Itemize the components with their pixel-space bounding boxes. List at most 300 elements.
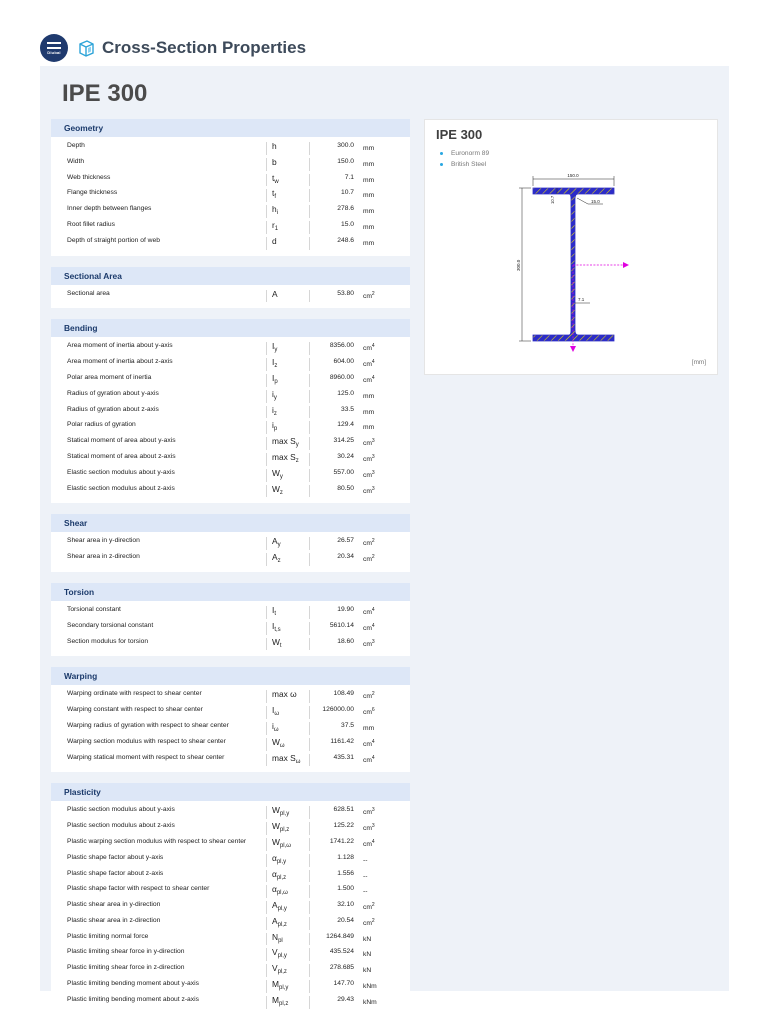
property-description: Width	[51, 158, 267, 171]
symbol-main: max S	[272, 436, 296, 447]
symbol-main: A	[272, 900, 278, 911]
property-description: Statical moment of area about y-axis	[51, 437, 267, 450]
property-description: Plastic limiting shear force in y-direction	[51, 948, 267, 961]
property-unit	[360, 838, 408, 849]
section-table	[51, 337, 410, 503]
property-symbol	[267, 870, 310, 883]
property-symbol	[267, 390, 310, 403]
property-value: 53.80	[337, 289, 354, 297]
dlubal-logo[interactable]	[40, 34, 68, 62]
table-row	[51, 882, 410, 898]
flange-dim-label: 10.7	[550, 195, 555, 204]
property-description: Plastic shape factor about y-axis	[51, 854, 267, 867]
property-symbol	[267, 933, 310, 946]
property-value: 126000.00	[322, 706, 354, 714]
property-value: 80.50	[337, 484, 354, 492]
symbol-subscript: i	[276, 210, 279, 217]
property-value: 147.70	[333, 980, 354, 988]
property-value: 1161.42	[330, 737, 354, 745]
property-value: 1741.22	[329, 837, 354, 845]
property-description: Shear area in z-direction	[51, 553, 267, 566]
symbol-main: A	[272, 552, 278, 563]
property-symbol	[267, 706, 310, 719]
property-symbol	[267, 189, 310, 202]
symbol-subscript: f	[274, 194, 276, 201]
table-row	[51, 482, 410, 498]
symbol-subscript: 1	[274, 225, 279, 232]
unit-base: kNm	[363, 999, 377, 1007]
property-unit	[360, 342, 408, 353]
unit-base: mm	[363, 424, 375, 432]
symbol-main: max S	[272, 752, 296, 763]
property-unit	[360, 358, 408, 369]
unit-exponent: 2	[371, 917, 375, 924]
table-row	[51, 619, 410, 635]
property-symbol	[267, 854, 310, 867]
property-unit	[360, 754, 408, 765]
unit-exponent: 4	[371, 622, 375, 629]
property-unit	[360, 706, 408, 717]
property-unit	[360, 390, 408, 401]
property-symbol	[267, 885, 310, 898]
section-shear	[51, 514, 410, 572]
property-value: 8960.00	[329, 373, 354, 381]
unit-base: cm	[363, 809, 372, 817]
symbol-main: i	[272, 420, 274, 431]
symbol-subscript: pl,ω	[276, 890, 288, 897]
table-row	[51, 603, 410, 619]
table-row	[51, 171, 410, 187]
unit-exponent: 4	[371, 343, 375, 350]
symbol-main: A	[272, 536, 278, 547]
symbol-main: I	[272, 341, 275, 352]
property-value: 557.00	[333, 468, 354, 476]
property-description: Plastic shape factor with respect to shear center	[51, 885, 267, 898]
fillet-dim-label: 15.0	[591, 199, 600, 204]
unit-exponent: 4	[371, 838, 375, 845]
property-description: Inner depth between flanges	[51, 205, 267, 218]
symbol-subscript: w	[274, 178, 279, 185]
property-value: 20.34	[337, 553, 354, 561]
property-value: 604.00	[333, 358, 354, 366]
symbol-subscript: z	[277, 558, 281, 565]
symbol-subscript: y	[295, 442, 299, 449]
property-value: 129.4	[337, 421, 354, 429]
unit-base: cm	[363, 841, 372, 849]
section-plasticity	[51, 783, 410, 1014]
property-unit	[360, 870, 408, 881]
property-description: Plastic limiting shear force in z-direction	[51, 964, 267, 977]
unit-base: cm	[363, 740, 372, 748]
cube-icon	[76, 38, 96, 58]
property-description: Warping statical moment with respect to shear center	[51, 754, 267, 767]
symbol-subscript: z	[279, 489, 283, 496]
property-value: 278.6	[337, 205, 354, 213]
property-description: Plastic section modulus about y-axis	[51, 806, 267, 819]
property-symbol	[267, 638, 310, 651]
unit-exponent: 4	[371, 374, 375, 381]
property-value: 248.6	[337, 236, 354, 244]
table-row	[51, 993, 410, 1009]
unit-exponent: 3	[371, 453, 375, 460]
property-unit	[360, 205, 408, 216]
table-row	[51, 867, 410, 883]
property-unit	[360, 437, 408, 448]
property-symbol	[267, 822, 310, 835]
table-row	[51, 835, 410, 851]
z-axis-arrow-icon	[570, 346, 576, 352]
table-row	[51, 898, 410, 914]
section-table	[51, 601, 410, 656]
property-description: Warping ordinate with respect to shear center	[51, 690, 267, 703]
property-unit	[360, 606, 408, 617]
symbol-main: α	[272, 868, 277, 879]
property-description: Plastic warping section modulus with respect to shear center	[51, 838, 267, 851]
table-row	[51, 803, 410, 819]
table-row	[51, 550, 410, 566]
table-row	[51, 234, 410, 250]
symbol-subscript: y	[279, 473, 283, 480]
symbol-subscript: pl,y	[278, 985, 289, 992]
unit-exponent: 3	[371, 485, 375, 492]
table-row	[51, 403, 410, 419]
table-row	[51, 687, 410, 703]
symbol-subscript: t	[274, 610, 276, 617]
property-unit	[360, 806, 408, 817]
property-unit	[360, 622, 408, 633]
property-symbol	[267, 622, 310, 635]
unit-base: --	[363, 888, 368, 896]
property-value: 278.685	[329, 964, 354, 972]
section-heading: Sectional Area	[51, 267, 410, 285]
property-value: 628.51	[333, 806, 354, 814]
property-description: Polar area moment of inertia	[51, 374, 267, 387]
property-value: 8356.00	[329, 342, 354, 350]
property-description: Area moment of inertia about y-axis	[51, 342, 267, 355]
property-value: 29.43	[337, 995, 354, 1003]
unit-base: kNm	[363, 983, 377, 991]
symbol-main: V	[272, 947, 278, 958]
property-value: 314.25	[333, 437, 354, 445]
symbol-subscript: pl,z	[277, 921, 287, 928]
property-symbol	[267, 722, 310, 735]
property-unit	[360, 690, 408, 701]
i-beam-drawing	[425, 120, 719, 376]
symbol-subscript: ω	[273, 726, 279, 733]
property-symbol	[267, 437, 310, 450]
unit-exponent: 2	[371, 290, 375, 297]
property-symbol	[267, 606, 310, 619]
table-row	[51, 977, 410, 993]
property-description: Depth of straight portion of web	[51, 237, 267, 250]
property-unit	[360, 980, 408, 991]
unit-base: mm	[363, 208, 375, 216]
property-description: Area moment of inertia about z-axis	[51, 358, 267, 371]
symbol-subscript: p	[273, 426, 278, 433]
symbol-subscript: pl,y	[276, 858, 287, 865]
symbol-main: h	[272, 141, 277, 151]
property-symbol	[267, 980, 310, 993]
unit-base: cm	[363, 361, 372, 369]
unit-exponent: 2	[371, 902, 375, 909]
unit-base: cm	[363, 487, 372, 495]
unit-base: cm	[363, 825, 372, 833]
property-value: 33.5	[340, 405, 354, 413]
property-symbol	[267, 205, 310, 218]
unit-base: kN	[363, 935, 372, 943]
property-symbol	[267, 290, 310, 303]
property-value: 20.54	[337, 916, 354, 924]
property-symbol	[267, 174, 310, 187]
unit-base: cm	[363, 471, 372, 479]
unit-exponent: 6	[371, 707, 375, 714]
section-bending	[51, 319, 410, 503]
page-title: IPE 300	[62, 80, 148, 107]
standard-label: British Steel	[451, 161, 487, 168]
property-description: Web thickness	[51, 174, 267, 187]
property-unit	[360, 221, 408, 232]
property-unit	[360, 901, 408, 912]
section-table	[51, 801, 410, 1014]
section-table	[51, 137, 410, 256]
symbol-main: W	[272, 483, 280, 494]
unit-exponent: 4	[371, 359, 375, 366]
property-symbol	[267, 406, 310, 419]
table-row	[51, 466, 410, 482]
symbol-subscript: pl,z	[276, 874, 287, 881]
symbol-main: W	[272, 467, 280, 478]
unit-base: cm	[363, 709, 372, 717]
symbol-main: V	[272, 963, 278, 974]
property-description: Flange thickness	[51, 189, 267, 202]
symbol-main: b	[272, 156, 277, 167]
unit-exponent: 2	[371, 554, 375, 561]
property-symbol	[267, 237, 310, 250]
symbol-subscript: y	[273, 394, 277, 401]
property-symbol	[267, 537, 310, 550]
property-unit	[360, 290, 408, 301]
table-row	[51, 387, 410, 403]
symbol-main: max S	[272, 451, 296, 462]
property-description: Plastic shear area in y-direction	[51, 901, 267, 914]
standard-label: Euronorm 89	[451, 150, 490, 157]
logo-mark-icon	[47, 42, 61, 49]
table-row	[51, 851, 410, 867]
symbol-subscript: z	[273, 410, 277, 417]
symbol-subscript: pl,z	[279, 827, 290, 834]
table-row	[51, 719, 410, 735]
section-table	[51, 285, 410, 309]
property-unit	[360, 158, 408, 169]
property-value: 1264.849	[326, 932, 354, 940]
table-row	[51, 218, 410, 234]
property-unit	[360, 964, 408, 975]
table-row	[51, 534, 410, 550]
property-description: Shear area in y-direction	[51, 537, 267, 550]
web-dim-label: 7.1	[578, 297, 585, 302]
property-symbol	[267, 158, 310, 171]
unit-base: --	[363, 856, 368, 864]
table-row	[51, 635, 410, 651]
symbol-main: A	[272, 915, 278, 926]
symbol-main: h	[272, 204, 277, 215]
property-value: 1.128	[337, 853, 354, 861]
property-symbol	[267, 838, 310, 851]
property-value: 1.500	[337, 885, 354, 893]
property-unit	[360, 406, 408, 417]
property-unit	[360, 638, 408, 649]
unit-base: mm	[363, 408, 375, 416]
property-description: Elastic section modulus about z-axis	[51, 485, 267, 498]
table-row	[51, 703, 410, 719]
unit-base: cm	[363, 292, 372, 300]
table-row	[51, 139, 410, 155]
symbol-main: I	[272, 604, 275, 615]
property-description: Radius of gyration about y-axis	[51, 390, 267, 403]
figure-title: IPE 300	[436, 127, 483, 142]
table-row	[51, 202, 410, 218]
property-symbol	[267, 996, 310, 1009]
property-value: 30.24	[337, 452, 354, 460]
depth-dim-label: 300.0	[516, 259, 521, 271]
symbol-main: W	[272, 636, 280, 647]
symbol-main: I	[272, 357, 275, 368]
unit-base: cm	[363, 440, 372, 448]
table-row	[51, 450, 410, 466]
unit-exponent: 3	[371, 823, 375, 830]
unit-exponent: 3	[371, 638, 375, 645]
unit-exponent: 2	[371, 538, 375, 545]
symbol-main: α	[272, 852, 277, 863]
property-unit	[360, 421, 408, 432]
unit-base: cm	[363, 640, 372, 648]
property-unit	[360, 885, 408, 896]
property-symbol	[267, 964, 310, 977]
property-value: 1.556	[337, 869, 354, 877]
property-unit	[360, 854, 408, 865]
unit-exponent: 4	[371, 606, 375, 613]
symbol-main: I	[272, 705, 275, 716]
property-unit	[360, 722, 408, 733]
table-row	[51, 819, 410, 835]
property-value: 15.0	[340, 220, 354, 228]
i-beam-section	[533, 188, 614, 341]
property-unit	[360, 374, 408, 385]
section-heading: Bending	[51, 319, 410, 337]
property-value: 125.22	[333, 822, 354, 830]
property-description: Plastic limiting normal force	[51, 933, 267, 946]
table-row	[51, 355, 410, 371]
table-row	[51, 287, 410, 303]
symbol-main: α	[272, 884, 277, 895]
symbol-subscript: pl,y	[277, 906, 287, 913]
unit-exponent: 3	[371, 807, 375, 814]
unit-base: cm	[363, 540, 372, 548]
unit-base: cm	[363, 377, 372, 385]
property-value: 435.31	[333, 753, 354, 761]
property-symbol	[267, 754, 310, 767]
table-row	[51, 930, 410, 946]
table-row	[51, 914, 410, 930]
symbol-subscript: pl,y	[279, 811, 290, 818]
symbol-main: I	[272, 620, 275, 631]
property-description: Root fillet radius	[51, 221, 267, 234]
symbol-subscript: ω	[295, 758, 301, 765]
symbol-subscript: pl,z	[278, 1000, 289, 1007]
property-value: 125.0	[337, 389, 354, 397]
unit-base: mm	[363, 192, 375, 200]
unit-base: mm	[363, 240, 375, 248]
width-dim-label: 150.0	[567, 173, 579, 178]
unit-note: [mm]	[691, 359, 706, 366]
table-row	[51, 155, 410, 171]
section-sectional-area	[51, 267, 410, 309]
property-symbol	[267, 948, 310, 961]
property-unit	[360, 553, 408, 564]
unit-exponent: 4	[371, 738, 375, 745]
property-symbol	[267, 806, 310, 819]
unit-base: cm	[363, 693, 372, 701]
property-value: 32.10	[337, 901, 354, 909]
property-description: Plastic shear area in z-direction	[51, 917, 267, 930]
unit-base: mm	[363, 224, 375, 232]
section-heading: Warping	[51, 667, 410, 685]
property-description: Plastic limiting bending moment about y-axis	[51, 980, 267, 993]
fillet-leader	[577, 198, 588, 204]
property-unit	[360, 948, 408, 959]
unit-base: mm	[363, 161, 375, 169]
table-row	[51, 735, 410, 751]
symbol-subscript: pl,z	[277, 969, 287, 976]
symbol-subscript: pl,ω	[279, 842, 291, 849]
table-row	[51, 945, 410, 961]
symbol-main: A	[272, 288, 278, 299]
property-symbol	[267, 358, 310, 371]
property-unit	[360, 174, 408, 185]
property-unit	[360, 453, 408, 464]
symbol-main: I	[272, 372, 275, 383]
symbol-main: W	[272, 805, 280, 816]
property-unit	[360, 485, 408, 496]
symbol-main: W	[272, 736, 280, 747]
property-symbol	[267, 421, 310, 434]
section-figure-card	[424, 119, 718, 375]
properties-tables	[51, 119, 410, 1024]
symbol-main: t	[272, 188, 275, 199]
table-row	[51, 186, 410, 202]
property-unit	[360, 189, 408, 200]
section-torsion	[51, 583, 410, 656]
property-unit	[360, 933, 408, 944]
table-row	[51, 418, 410, 434]
property-description: Radius of gyration about z-axis	[51, 406, 267, 419]
symbol-subscript: pl,y	[277, 953, 287, 960]
table-row	[51, 371, 410, 387]
property-description: Plastic shape factor about z-axis	[51, 870, 267, 883]
unit-base: mm	[363, 393, 375, 400]
symbol-subscript: t,s	[274, 626, 281, 633]
property-symbol	[267, 221, 310, 234]
property-symbol	[267, 453, 310, 466]
section-table	[51, 532, 410, 572]
section-heading: Geometry	[51, 119, 410, 137]
section-warping	[51, 667, 410, 772]
unit-base: mm	[363, 145, 375, 153]
property-unit	[360, 537, 408, 548]
unit-base: cm	[363, 556, 372, 564]
unit-base: cm	[363, 456, 372, 464]
property-value: 37.5	[340, 721, 354, 729]
